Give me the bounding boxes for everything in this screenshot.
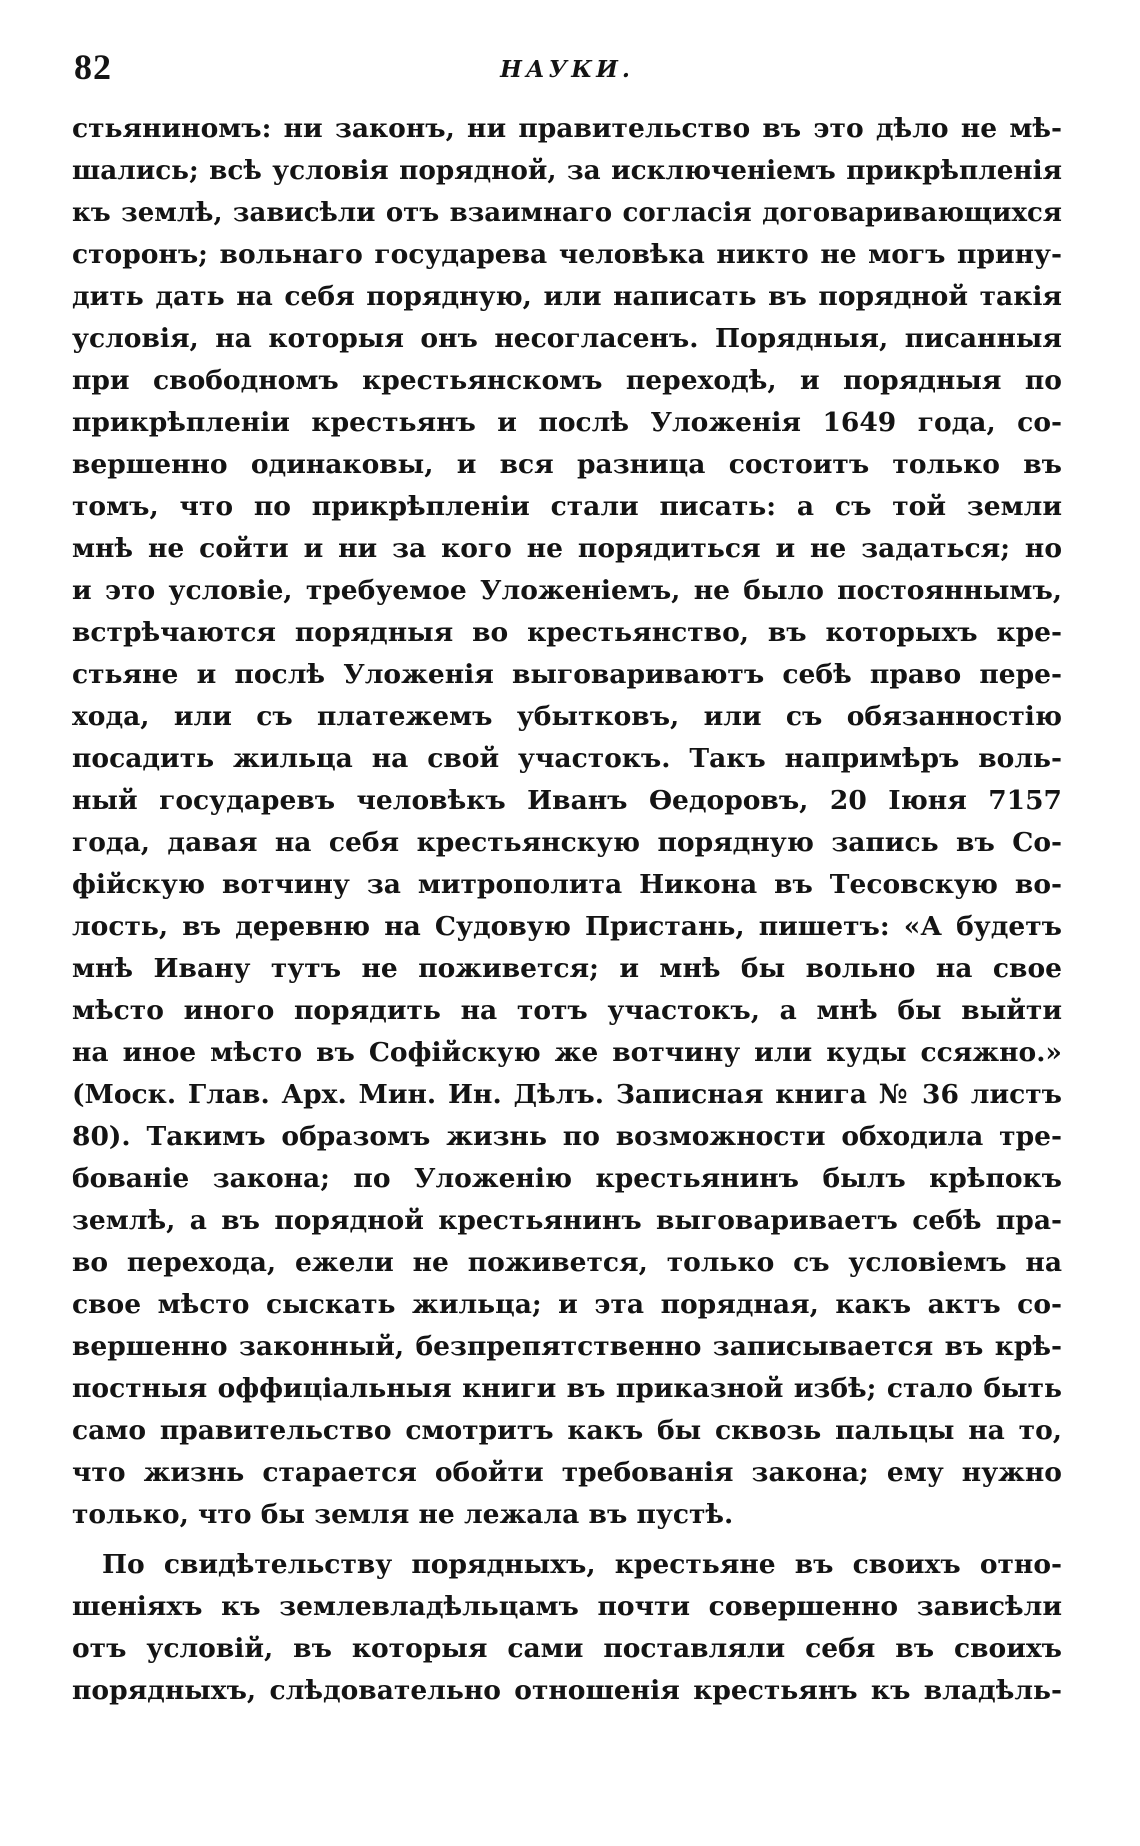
text-line: само правительство смотритъ какъ бы сквозь пальцы на то,: [72, 1415, 1062, 1446]
text-line: шеніяхъ къ землевладѣльцамъ почти совершенно зависѣли: [72, 1591, 1062, 1622]
text-line: стьяне и послѣ Уложенія выговариваютъ себѣ право пере-: [72, 659, 1062, 690]
text-line: стьяниномъ: ни законъ, ни правительство въ это дѣло не мѣ-: [72, 113, 1062, 144]
text-line: къ землѣ, зависѣли отъ взаимнаго согласія договаривающихся: [72, 198, 1062, 228]
text-line: хода, или съ платежемъ убытковъ, или съ обязанностію: [72, 701, 1062, 732]
text-line: на иное мѣсто въ Софійскую же вотчину или куды ссяжно.»: [72, 1037, 1062, 1068]
running-head: НАУКИ.: [500, 56, 634, 83]
text-line: прикрѣпленіи крестьянъ и послѣ Уложенія 1649 года, со-: [72, 407, 1062, 438]
book-page: [72, 40, 1062, 1712]
text-line: года, давая на себя крестьянскую порядную запись въ Со-: [72, 827, 1062, 858]
text-line: лость, въ деревню на Судовую Пристань, пишетъ: «А будетъ: [72, 911, 1062, 942]
body-text: [72, 108, 1062, 1712]
text-line: при свободномъ крестьянскомъ переходѣ, и порядныя по: [72, 365, 1062, 396]
paragraph: [72, 1544, 1062, 1712]
text-line: землѣ, а въ порядной крестьянинъ выговариваетъ себѣ пра-: [72, 1205, 1062, 1236]
text-line: По свидѣтельству порядныхъ, крестьяне въ своихъ отно-: [102, 1549, 1062, 1580]
text-line: во перехода, ежели не поживется, только съ условіемъ на: [72, 1247, 1062, 1278]
text-line: только, что бы земля не лежала въ пустѣ.: [72, 1499, 734, 1530]
text-line: и это условіе, требуемое Уложеніемъ, не было постояннымъ,: [72, 575, 1062, 606]
text-line: вершенно одинаковы, и вся разница состоитъ только въ: [72, 449, 1062, 480]
text-line: мѣсто иного порядить на тотъ участокъ, а мнѣ бы выйти: [72, 995, 1062, 1026]
text-line: томъ, что по прикрѣпленіи стали писать: а съ той земли: [72, 491, 1062, 522]
text-line: посадить жильца на свой участокъ. Такъ напримѣръ воль-: [72, 743, 1062, 774]
page-number: 82: [74, 47, 112, 87]
text-line: бованіе закона; по Уложенію крестьянинъ былъ крѣпокъ: [72, 1163, 1062, 1194]
text-line: 80). Такимъ образомъ жизнь по возможности обходила тре-: [72, 1121, 1062, 1152]
text-line: условія, на которыя онъ несогласенъ. Порядныя, писанныя: [72, 323, 1062, 354]
text-line: встрѣчаются порядныя во крестьянство, въ которыхъ кре-: [72, 617, 1062, 648]
text-line: шались; всѣ условія порядной, за исключеніемъ прикрѣпленія: [72, 155, 1062, 186]
text-line: дить дать на себя порядную, или написать въ порядной такія: [72, 281, 1062, 312]
text-line: порядныхъ, слѣдовательно отношенія крестьянъ къ владѣль-: [72, 1675, 1062, 1706]
text-line: свое мѣсто сыскать жильца; и эта порядная, какъ актъ со-: [72, 1289, 1062, 1320]
paragraph: [72, 108, 1062, 1536]
text-line: ный государевъ человѣкъ Иванъ Ѳедоровъ, 20 Іюня 7157: [72, 785, 1062, 816]
text-line: мнѣ не сойти и ни за кого не порядиться и не задаться; но: [72, 533, 1062, 564]
text-line: сторонъ; вольнаго государева человѣка никто не могъ прину-: [72, 239, 1062, 270]
text-line: отъ условій, въ которыя сами поставляли себя въ своихъ: [72, 1633, 1062, 1664]
text-line: мнѣ Ивану тутъ не поживется; и мнѣ бы вольно на свое: [72, 953, 1062, 984]
text-line: (Моск. Глав. Арх. Мин. Ин. Дѣлъ. Записная книга № 36 листъ: [72, 1079, 1062, 1110]
text-line: вершенно законный, безпрепятственно записывается въ крѣ-: [72, 1331, 1062, 1362]
text-line: постныя оффиціальныя книги въ приказной избѣ; стало быть: [72, 1373, 1062, 1404]
text-line: что жизнь старается обойти требованія закона; ему нужно: [72, 1457, 1062, 1488]
page-header: [72, 40, 1062, 96]
text-line: фійскую вотчину за митрополита Никона въ Тесовскую во-: [72, 869, 1062, 900]
